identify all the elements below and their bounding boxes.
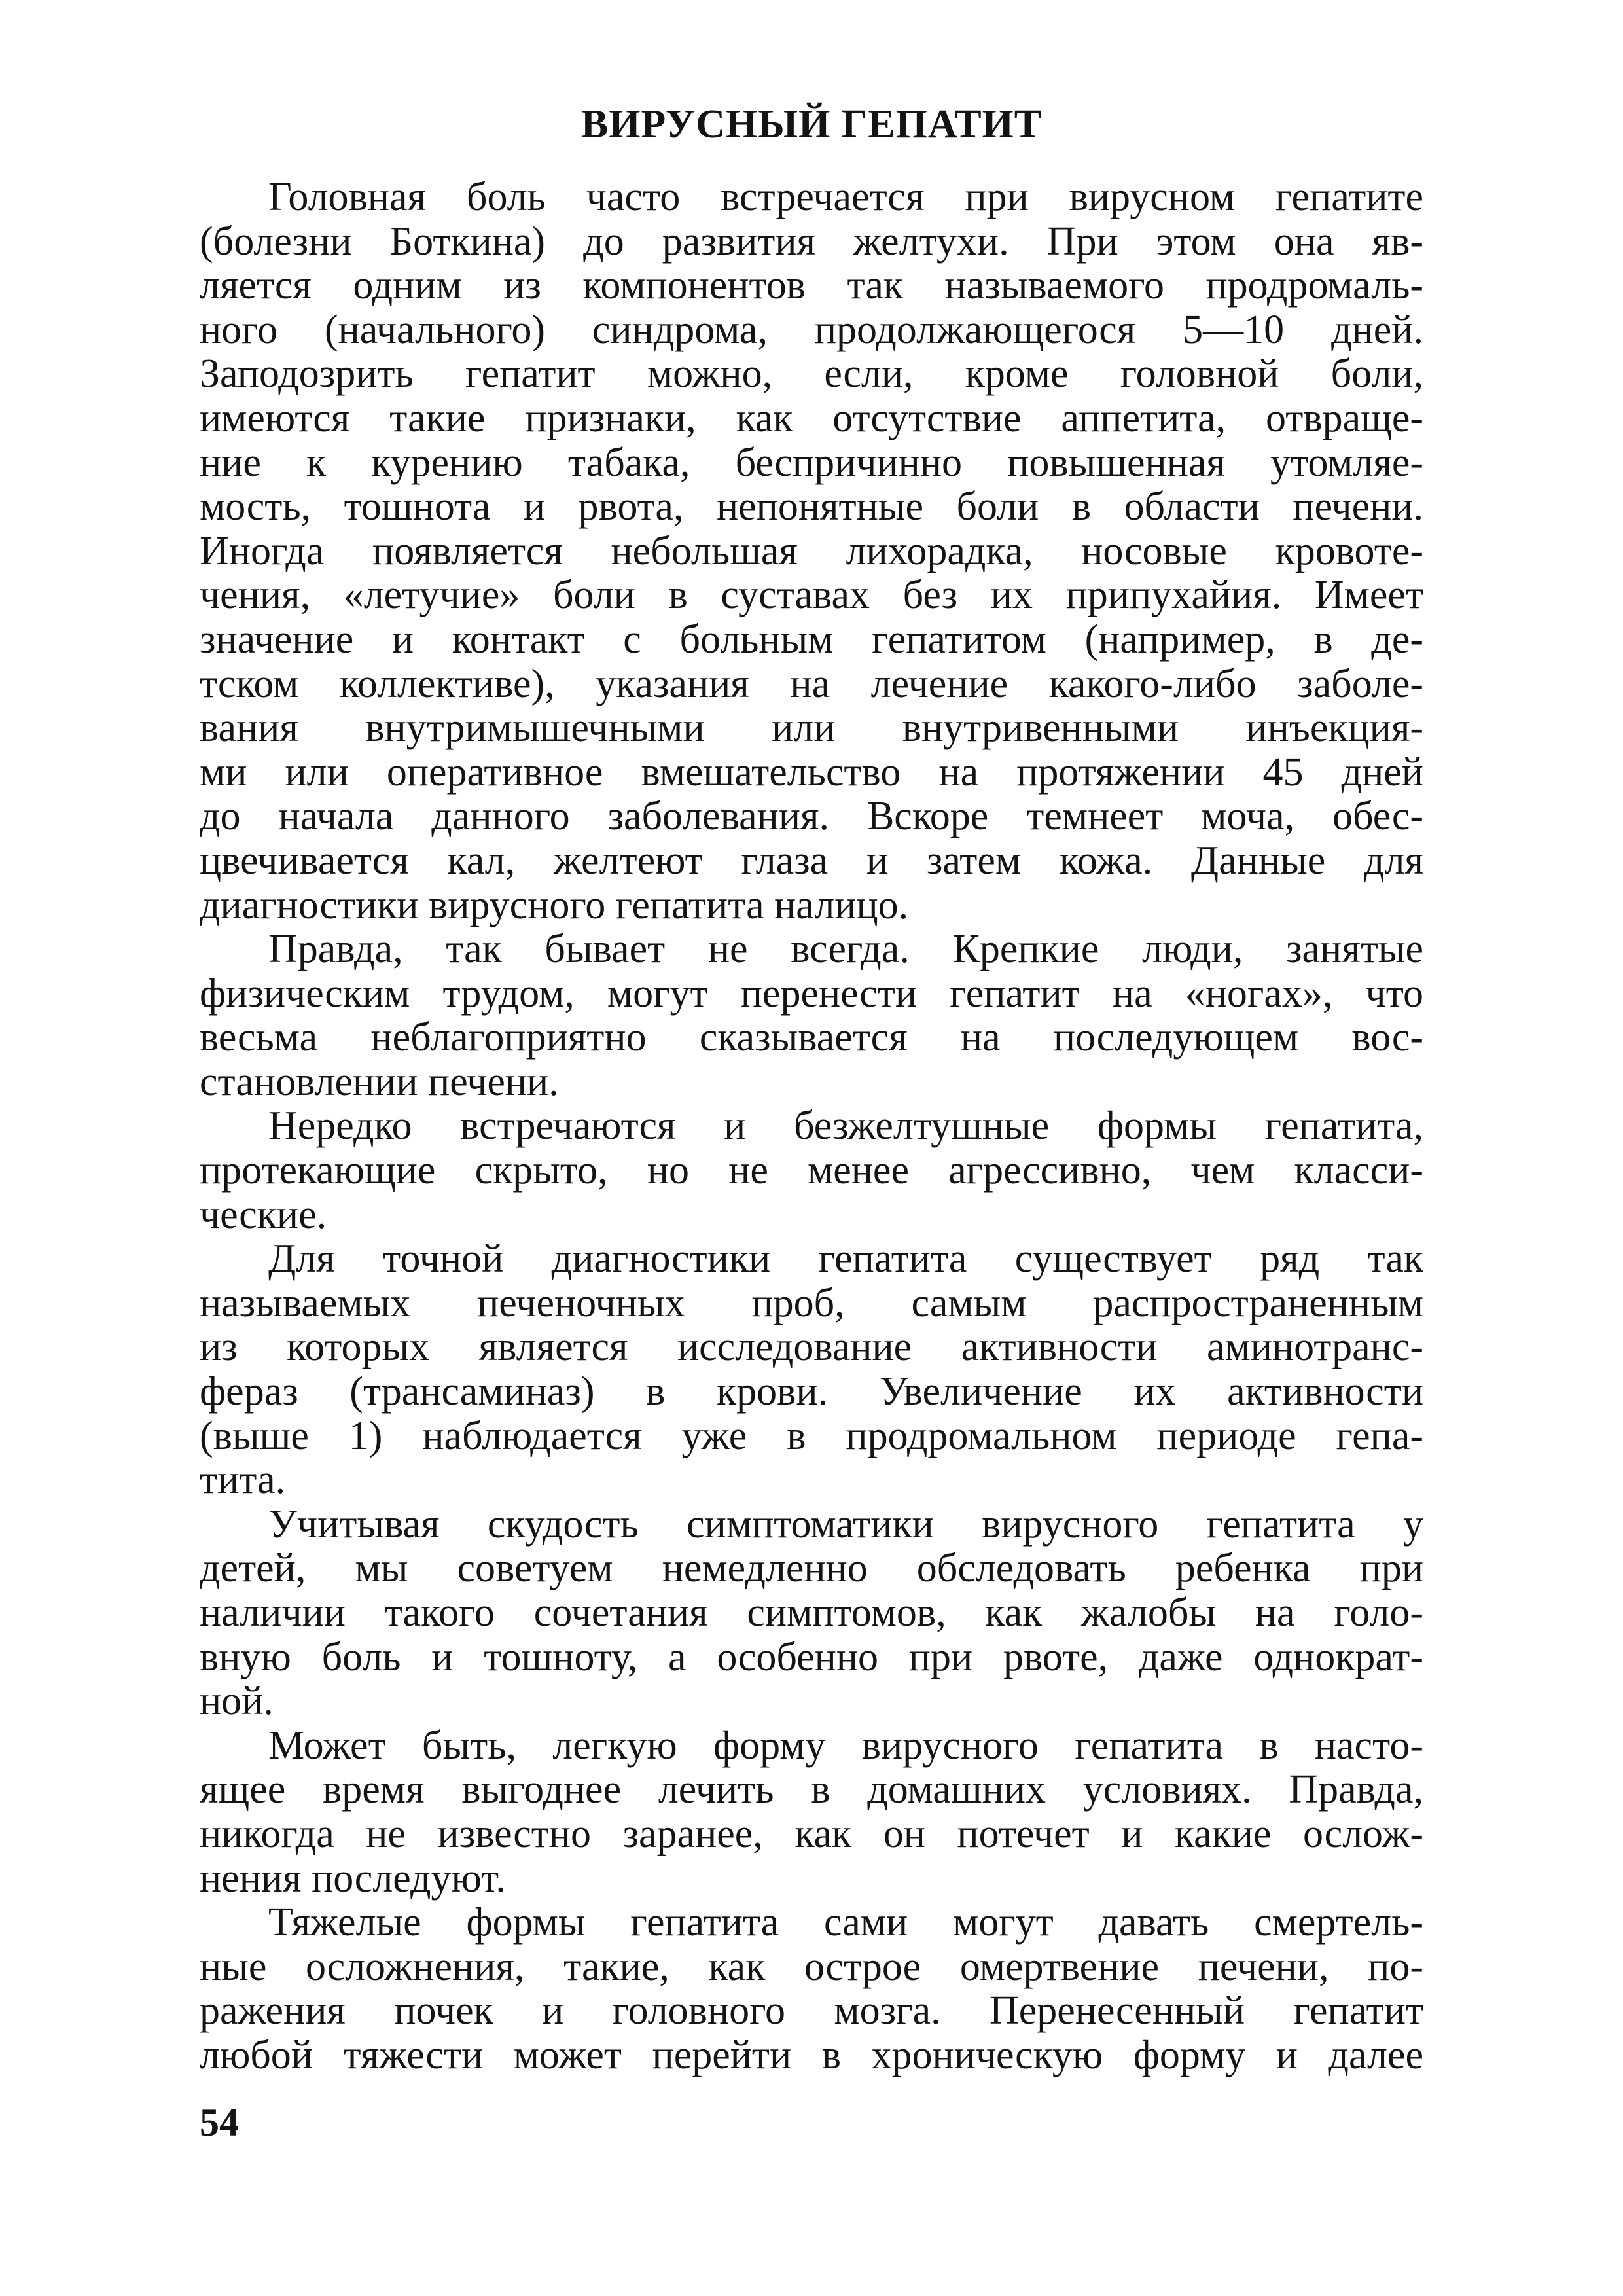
paragraph	[200, 1237, 1423, 1503]
text-line: нения последуют.	[200, 1856, 506, 1901]
text-line: вания внутримышечными или внутривенными инъекция-	[200, 706, 1423, 751]
text-line: Заподозрить гепатит можно, если, кроме головной боли,	[200, 351, 1423, 397]
paragraph	[200, 1901, 1423, 2077]
text-line: Тяжелые формы гепатита сами могут давать смертель-	[268, 1900, 1423, 1945]
text-line: ного (начального) синдрома, продолжающегося 5—10 дней.	[200, 307, 1423, 352]
paragraph	[200, 1724, 1423, 1901]
text-line: наличии такого сочетания симптомов, как жалобы на голо-	[200, 1590, 1423, 1635]
text-line: ческие.	[200, 1192, 327, 1237]
text-line: имеются такие признаки, как отсутствие аппетита, отвраще-	[200, 395, 1423, 440]
text-line: Правда, так бывает не всегда. Крепкие люди, занятые	[268, 927, 1423, 972]
text-line: Нередко встречаются и безжелтушные формы гепатита,	[268, 1103, 1423, 1149]
text-line: диагностики вирусного гепатита налицо.	[200, 882, 909, 927]
text-line: из которых является исследование активности аминотранс-	[200, 1325, 1423, 1370]
text-line: становлении печени.	[200, 1059, 559, 1104]
text-line: весьма неблагоприятно сказывается на последующем вос-	[200, 1015, 1423, 1060]
text-line: чения, «летучие» боли в суставах без их припухайия. Имеет	[200, 573, 1423, 618]
text-line: любой тяжести может перейти в хроническую форму и далее	[200, 2032, 1423, 2077]
text-line: называемых печеночных проб, самым распространенным	[200, 1280, 1423, 1325]
text-line: протекающие скрыто, но не менее агрессивно, чем класси-	[200, 1148, 1423, 1193]
body-text	[200, 175, 1423, 2078]
text-line: ные осложнения, такие, как острое омертвение печени, по-	[200, 1944, 1423, 1989]
text-line: ной.	[200, 1679, 274, 1724]
text-line: фераз (трансаминаз) в крови. Увеличение их активности	[200, 1369, 1423, 1414]
text-line: ражения почек и головного мозга. Перенесенный гепатит	[200, 1988, 1423, 2034]
text-line: цвечивается кал, желтеют глаза и затем кожа. Данные для	[200, 838, 1423, 883]
text-line: ляется одним из компонентов так называемого продромаль-	[200, 263, 1423, 308]
text-line: Для точной диагностики гепатита существует ряд так	[268, 1236, 1423, 1282]
page-number: 54	[200, 2101, 239, 2144]
text-line: тском коллективе), указания на лечение какого-либо заболе-	[200, 661, 1423, 706]
paragraph	[200, 927, 1423, 1104]
text-line: (выше 1) наблюдается уже в продромальном периоде гепа-	[200, 1413, 1423, 1458]
text-line: Может быть, легкую форму вирусного гепатита в насто-	[268, 1723, 1423, 1768]
text-line: тита.	[200, 1458, 286, 1503]
text-line: ящее время выгоднее лечить в домашних условиях. Правда,	[200, 1767, 1423, 1812]
text-line: Учитывая скудость симптоматики вирусного гепатита у	[268, 1501, 1423, 1547]
text-line: ние к курению табака, беспричинно повышенная утомляе-	[200, 440, 1423, 485]
text-line: значение и контакт с больным гепатитом (например, в де-	[200, 617, 1423, 662]
paragraph	[200, 1503, 1423, 1724]
text-line: никогда не известно заранее, как он потечет и какие ослож-	[200, 1811, 1423, 1856]
text-line: ми или оперативное вмешательство на протяжении 45 дней	[200, 749, 1423, 795]
text-line: (болезни Боткина) до развития желтухи. При этом она яв-	[200, 219, 1423, 264]
text-line: Головная боль часто встречается при вирусном гепатите	[268, 175, 1423, 219]
text-line: Иногда появляется небольшая лихорадка, носовые кровоте-	[200, 528, 1423, 573]
text-line: мость, тошнота и рвота, непонятные боли в области печени.	[200, 484, 1423, 529]
text-line: вную боль и тошноту, а особенно при рвоте, даже однократ-	[200, 1634, 1423, 1679]
text-line: физическим трудом, могут перенести гепатит на «ногах», что	[200, 971, 1423, 1016]
paragraph	[200, 175, 1423, 927]
page-title: ВИРУСНЫЙ ГЕПАТИТ	[580, 102, 1043, 147]
text-line: детей, мы советуем немедленно обследовать ребенка при	[200, 1546, 1423, 1591]
paragraph	[200, 1104, 1423, 1237]
text-line: до начала данного заболевания. Вскоре темнеет моча, обес-	[200, 794, 1423, 839]
